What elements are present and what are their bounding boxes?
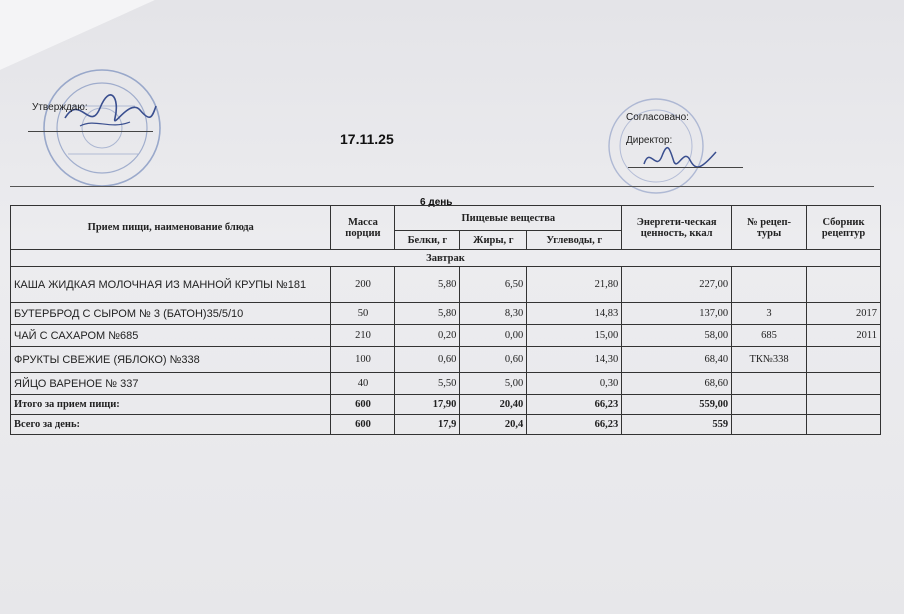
dish-name: ФРУКТЫ СВЕЖИЕ (ЯБЛОКО) №338 (11, 347, 331, 373)
dish-fat: 0,00 (460, 325, 527, 347)
dish-energy: 58,00 (622, 325, 732, 347)
dish-name: БУТЕРБРОД С СЫРОМ № 3 (БАТОН)35/5/10 (11, 303, 331, 325)
dish-protein: 5,50 (395, 373, 460, 395)
dish-carbs: 15,00 (527, 325, 622, 347)
dish-energy: 68,60 (622, 373, 732, 395)
signature-right (640, 142, 720, 174)
dish-recipe (732, 373, 807, 395)
dish-protein: 5,80 (395, 267, 460, 303)
dish-collection (807, 373, 881, 395)
col-nutrients: Пищевые вещества (395, 206, 622, 231)
day-total-carbs: 66,23 (527, 415, 622, 435)
table-row (11, 267, 881, 303)
meal-total-carbs: 66,23 (527, 395, 622, 415)
divider-rule (10, 186, 874, 187)
day-total-energy: 559 (622, 415, 732, 435)
dish-fat: 8,30 (460, 303, 527, 325)
dish-mass: 210 (331, 325, 395, 347)
dish-recipe (732, 267, 807, 303)
table-row (11, 373, 881, 395)
meal-total-fat: 20,40 (460, 395, 527, 415)
director-label: Директор: (626, 135, 673, 146)
day-total-label: Всего за день: (11, 415, 331, 435)
col-fat: Жиры, г (460, 231, 527, 250)
dish-mass: 100 (331, 347, 395, 373)
approve-signature-line (28, 131, 153, 132)
dish-carbs: 21,80 (527, 267, 622, 303)
section-row (11, 250, 881, 267)
col-recipe-no: № рецеп-туры (732, 206, 807, 250)
meal-total-row (11, 395, 881, 415)
meal-total-recipe (732, 395, 807, 415)
dish-collection: 2017 (807, 303, 881, 325)
day-total-collection (807, 415, 881, 435)
dish-protein: 0,60 (395, 347, 460, 373)
section-breakfast: Завтрак (11, 250, 881, 267)
dish-fat: 0,60 (460, 347, 527, 373)
dish-carbs: 14,83 (527, 303, 622, 325)
dish-collection (807, 267, 881, 303)
dish-recipe: ТК№338 (732, 347, 807, 373)
dish-recipe: 685 (732, 325, 807, 347)
dish-name: ЧАЙ С САХАРОМ №685 (11, 325, 331, 347)
dish-mass: 40 (331, 373, 395, 395)
dish-collection: 2011 (807, 325, 881, 347)
dish-fat: 6,50 (460, 267, 527, 303)
meal-total-collection (807, 395, 881, 415)
dish-energy: 68,40 (622, 347, 732, 373)
dish-mass: 200 (331, 267, 395, 303)
col-protein: Белки, г (395, 231, 460, 250)
meal-total-protein: 17,90 (395, 395, 460, 415)
dish-recipe: 3 (732, 303, 807, 325)
col-mass: Масса порции (331, 206, 395, 250)
menu-table (10, 205, 881, 435)
dish-energy: 227,00 (622, 267, 732, 303)
director-signature-line (628, 167, 743, 168)
day-total-recipe (732, 415, 807, 435)
table-row (11, 347, 881, 373)
dish-collection (807, 347, 881, 373)
meal-total-label: Итого за прием пищи: (11, 395, 331, 415)
day-total-mass: 600 (331, 415, 395, 435)
meal-total-mass: 600 (331, 395, 395, 415)
dish-protein: 5,80 (395, 303, 460, 325)
day-total-row (11, 415, 881, 435)
meal-total-energy: 559,00 (622, 395, 732, 415)
dish-name: ЯЙЦО ВАРЕНОЕ № 337 (11, 373, 331, 395)
dish-carbs: 0,30 (527, 373, 622, 395)
day-total-protein: 17,9 (395, 415, 460, 435)
dish-mass: 50 (331, 303, 395, 325)
dish-fat: 5,00 (460, 373, 527, 395)
col-meal: Прием пищи, наименование блюда (11, 206, 331, 250)
day-label: 6 день (420, 197, 453, 208)
agreed-label: Согласовано: (626, 112, 689, 123)
menu-date: 17.11.25 (340, 131, 394, 147)
dish-energy: 137,00 (622, 303, 732, 325)
table-row (11, 303, 881, 325)
col-carbs: Углеводы, г (527, 231, 622, 250)
col-energy: Энергети-ческая ценность, ккал (622, 206, 732, 250)
header-row (11, 206, 881, 231)
dish-protein: 0,20 (395, 325, 460, 347)
dish-carbs: 14,30 (527, 347, 622, 373)
day-total-fat: 20,4 (460, 415, 527, 435)
approve-label: Утверждаю: (32, 102, 88, 113)
dish-name: КАША ЖИДКАЯ МОЛОЧНАЯ ИЗ МАННОЙ КРУПЫ №181 (11, 267, 331, 303)
table-row (11, 325, 881, 347)
col-collection: Сборник рецептур (807, 206, 881, 250)
